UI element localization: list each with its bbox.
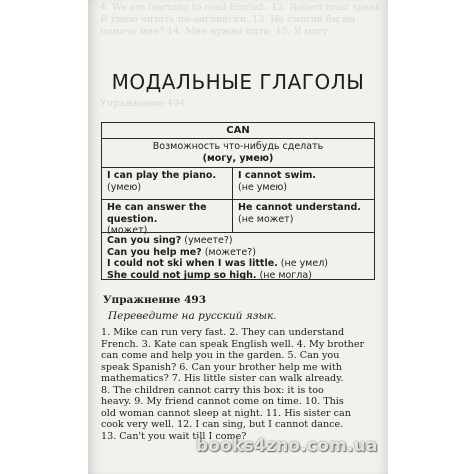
book-page xyxy=(88,0,388,474)
table-cell-affirmative xyxy=(102,168,233,199)
exercise-line: heavy. 9. My friend cannot come on time. 10. This xyxy=(101,396,344,408)
exercise-line: old woman cannot sleep at night. 11. His sister can xyxy=(101,407,351,419)
question-ru: (можете?) xyxy=(204,246,256,258)
exercise-line: mathematics? 7. His little sister can walk already. xyxy=(101,373,344,385)
exercise-line: 8. The children cannot carry this box: it is too xyxy=(101,384,324,396)
question-line xyxy=(107,258,369,270)
question-ru: (умеете?) xyxy=(184,235,233,246)
table-header: CAN xyxy=(102,123,374,139)
exercise-line: French. 3. Kate can speak English well. 4. My brother xyxy=(101,338,365,350)
page-title: МОДАЛЬНЫЕ ГЛАГОЛЫ xyxy=(111,70,365,94)
bleed-line: Я умею читать по-английски. 13. Не смогли бы вы xyxy=(100,14,356,25)
question-en: Can you help me? xyxy=(107,246,202,258)
question-line xyxy=(107,235,369,247)
table-meaning-row xyxy=(102,139,374,168)
table-cell-negative xyxy=(233,200,374,232)
bleed-line: Упражнение 494 xyxy=(100,98,186,109)
example-en: I cannot swim. xyxy=(238,170,316,181)
exercise-line: can come and help you in the garden. 5. Can you xyxy=(101,350,340,362)
question-line xyxy=(107,247,369,259)
example-ru: (не может) xyxy=(238,213,294,225)
table-row xyxy=(102,168,374,200)
question-line xyxy=(107,270,369,282)
table-questions-row xyxy=(102,233,374,280)
bleed-line xyxy=(100,50,380,62)
question-en: Can you sing? xyxy=(107,235,182,246)
question-ru: (не умел) xyxy=(280,258,328,269)
meaning-forms: (могу, умею) xyxy=(202,152,274,164)
site-watermark: books4zno.com.ua xyxy=(196,436,378,456)
exercise-body xyxy=(101,327,377,442)
example-en: He cannot understand. xyxy=(238,202,361,213)
exercise-title: Упражнение 493 xyxy=(103,294,207,306)
question-en: She could not jump so high. xyxy=(107,269,257,281)
bleed-line: 4. We are learning to read English. 12. Robert must speak xyxy=(100,2,380,13)
exercise-line: cook very well. 12. I can sing, but I cannot dance. xyxy=(101,419,344,431)
exercise-line: speak Spanish? 6. Can your brother help me with xyxy=(101,361,342,373)
example-en: I can play the piano. xyxy=(107,170,217,181)
bleed-line xyxy=(100,38,380,50)
exercise-instruction: Переведите на русский язык. xyxy=(108,310,277,322)
example-ru: (не умею) xyxy=(238,181,288,193)
example-ru: (умею) xyxy=(107,181,142,193)
table-cell-negative xyxy=(233,168,374,199)
exercise-line: 13. Can't you wait till I come? xyxy=(101,430,247,442)
exercise-line: 1. Mike can run very fast. 2. They can understand xyxy=(101,327,345,338)
example-ru: (может) xyxy=(107,225,148,236)
bleed-line: помочь мне? 14. Мне нужно идти. 15. Я могу xyxy=(100,26,328,37)
grammar-table xyxy=(101,122,375,280)
meaning-text: Возможность что-нибудь сделать xyxy=(152,141,324,152)
table-cell-affirmative xyxy=(102,200,233,236)
example-en: He can answer the question. xyxy=(107,202,207,225)
question-ru: (не могла) xyxy=(259,269,312,281)
question-en: I could not ski when I was little. xyxy=(107,258,278,269)
table-row xyxy=(102,200,374,236)
